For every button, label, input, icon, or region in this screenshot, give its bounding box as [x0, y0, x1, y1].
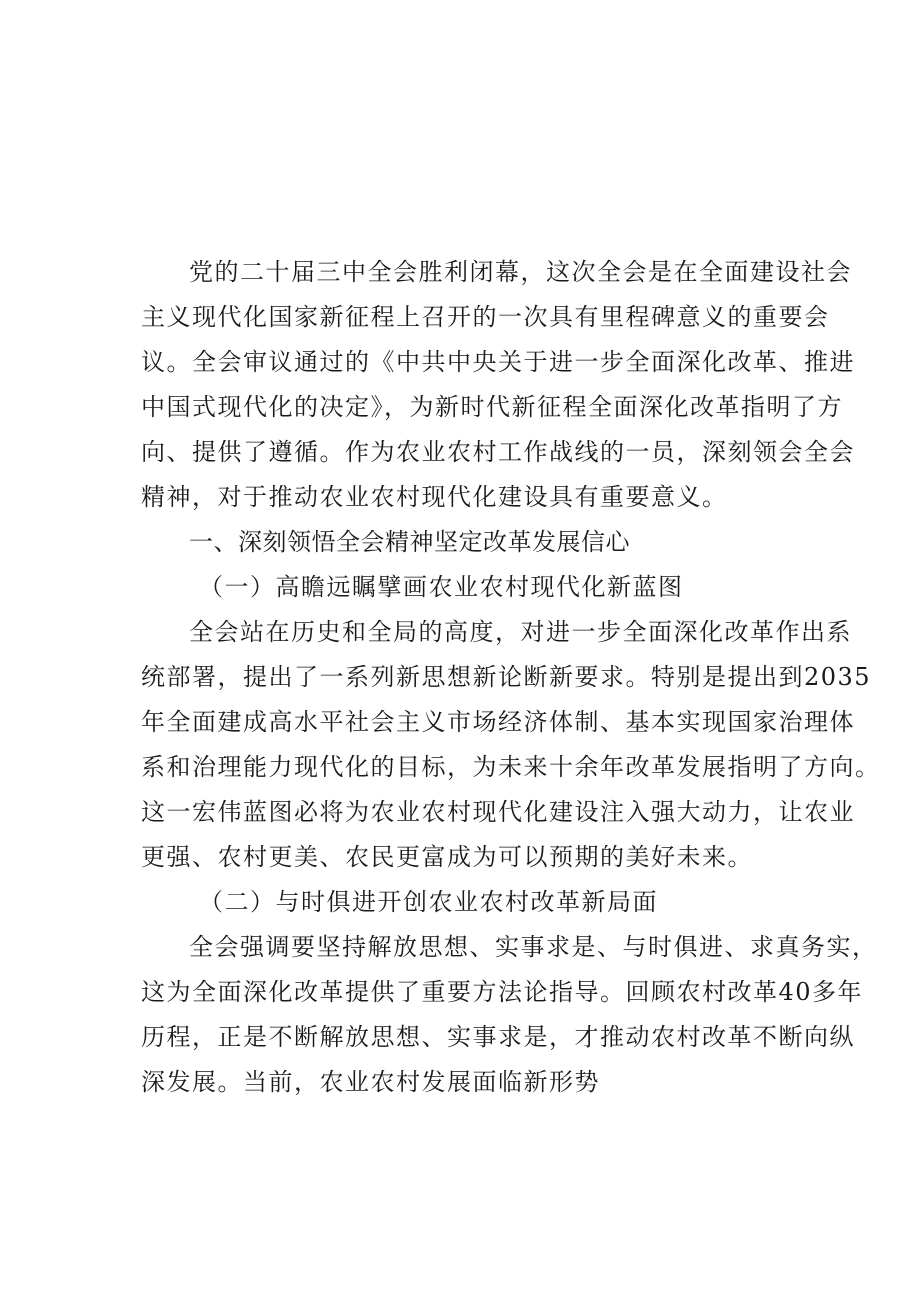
text-line: 更强、农村更美、农民更富成为可以预期的美好未来。 — [141, 843, 753, 871]
section-heading: 一、深刻领悟全会精神坚定改革发展信心 — [189, 528, 630, 556]
text-line: 向、提供了遵循。作为农业农村工作战线的一员，深刻领会全会 — [141, 438, 855, 466]
text-line: 统部署，提出了一系列新思想新论断新要求。特别是提出到2035 — [141, 663, 872, 691]
text-line: 精神，对于推动农业农村现代化建设具有重要意义。 — [141, 483, 728, 511]
text-line: 系和治理能力现代化的目标，为未来十余年改革发展指明了方向。 — [141, 753, 881, 781]
text-line: 年全面建成高水平社会主义市场经济体制、基本实现国家治理体 — [141, 708, 855, 736]
paragraph-reform — [141, 925, 878, 1105]
text-line: 全会站在历史和全局的高度，对进一步全面深化改革作出系 — [189, 618, 852, 646]
text-line: 全会强调要坚持解放思想、实事求是、与时俱进、求真务实， — [189, 933, 878, 961]
text-line: 深发展。当前，农业农村发展面临新形势 — [141, 1068, 600, 1096]
text-line: 历程，正是不断解放思想、实事求是，才推动农村改革不断向纵 — [141, 1023, 855, 1051]
paragraph-blueprint — [141, 610, 881, 880]
document-body — [141, 250, 881, 1105]
text-line: 议。全会审议通过的《中共中央关于进一步全面深化改革、推进 — [141, 348, 855, 376]
text-line: 这一宏伟蓝图必将为农业农村现代化建设注入强大动力，让农业 — [141, 798, 855, 826]
text-line: 主义现代化国家新征程上召开的一次具有里程碑意义的重要会 — [141, 303, 830, 331]
subsection-heading: （一）高瞻远瞩擘画农业农村现代化新蓝图 — [199, 573, 684, 601]
text-line: 中国式现代化的决定》，为新时代新征程全面深化改革指明了方 — [141, 393, 843, 421]
text-line: 这为全面深化改革提供了重要方法论指导。回顾农村改革40多年 — [141, 978, 864, 1006]
paragraph-intro — [141, 250, 855, 520]
text-line: 党的二十届三中全会胜利闭幕，这次全会是在全面建设社会 — [189, 258, 852, 286]
subsection-heading: （二）与时俱进开创农业农村改革新局面 — [199, 888, 658, 916]
